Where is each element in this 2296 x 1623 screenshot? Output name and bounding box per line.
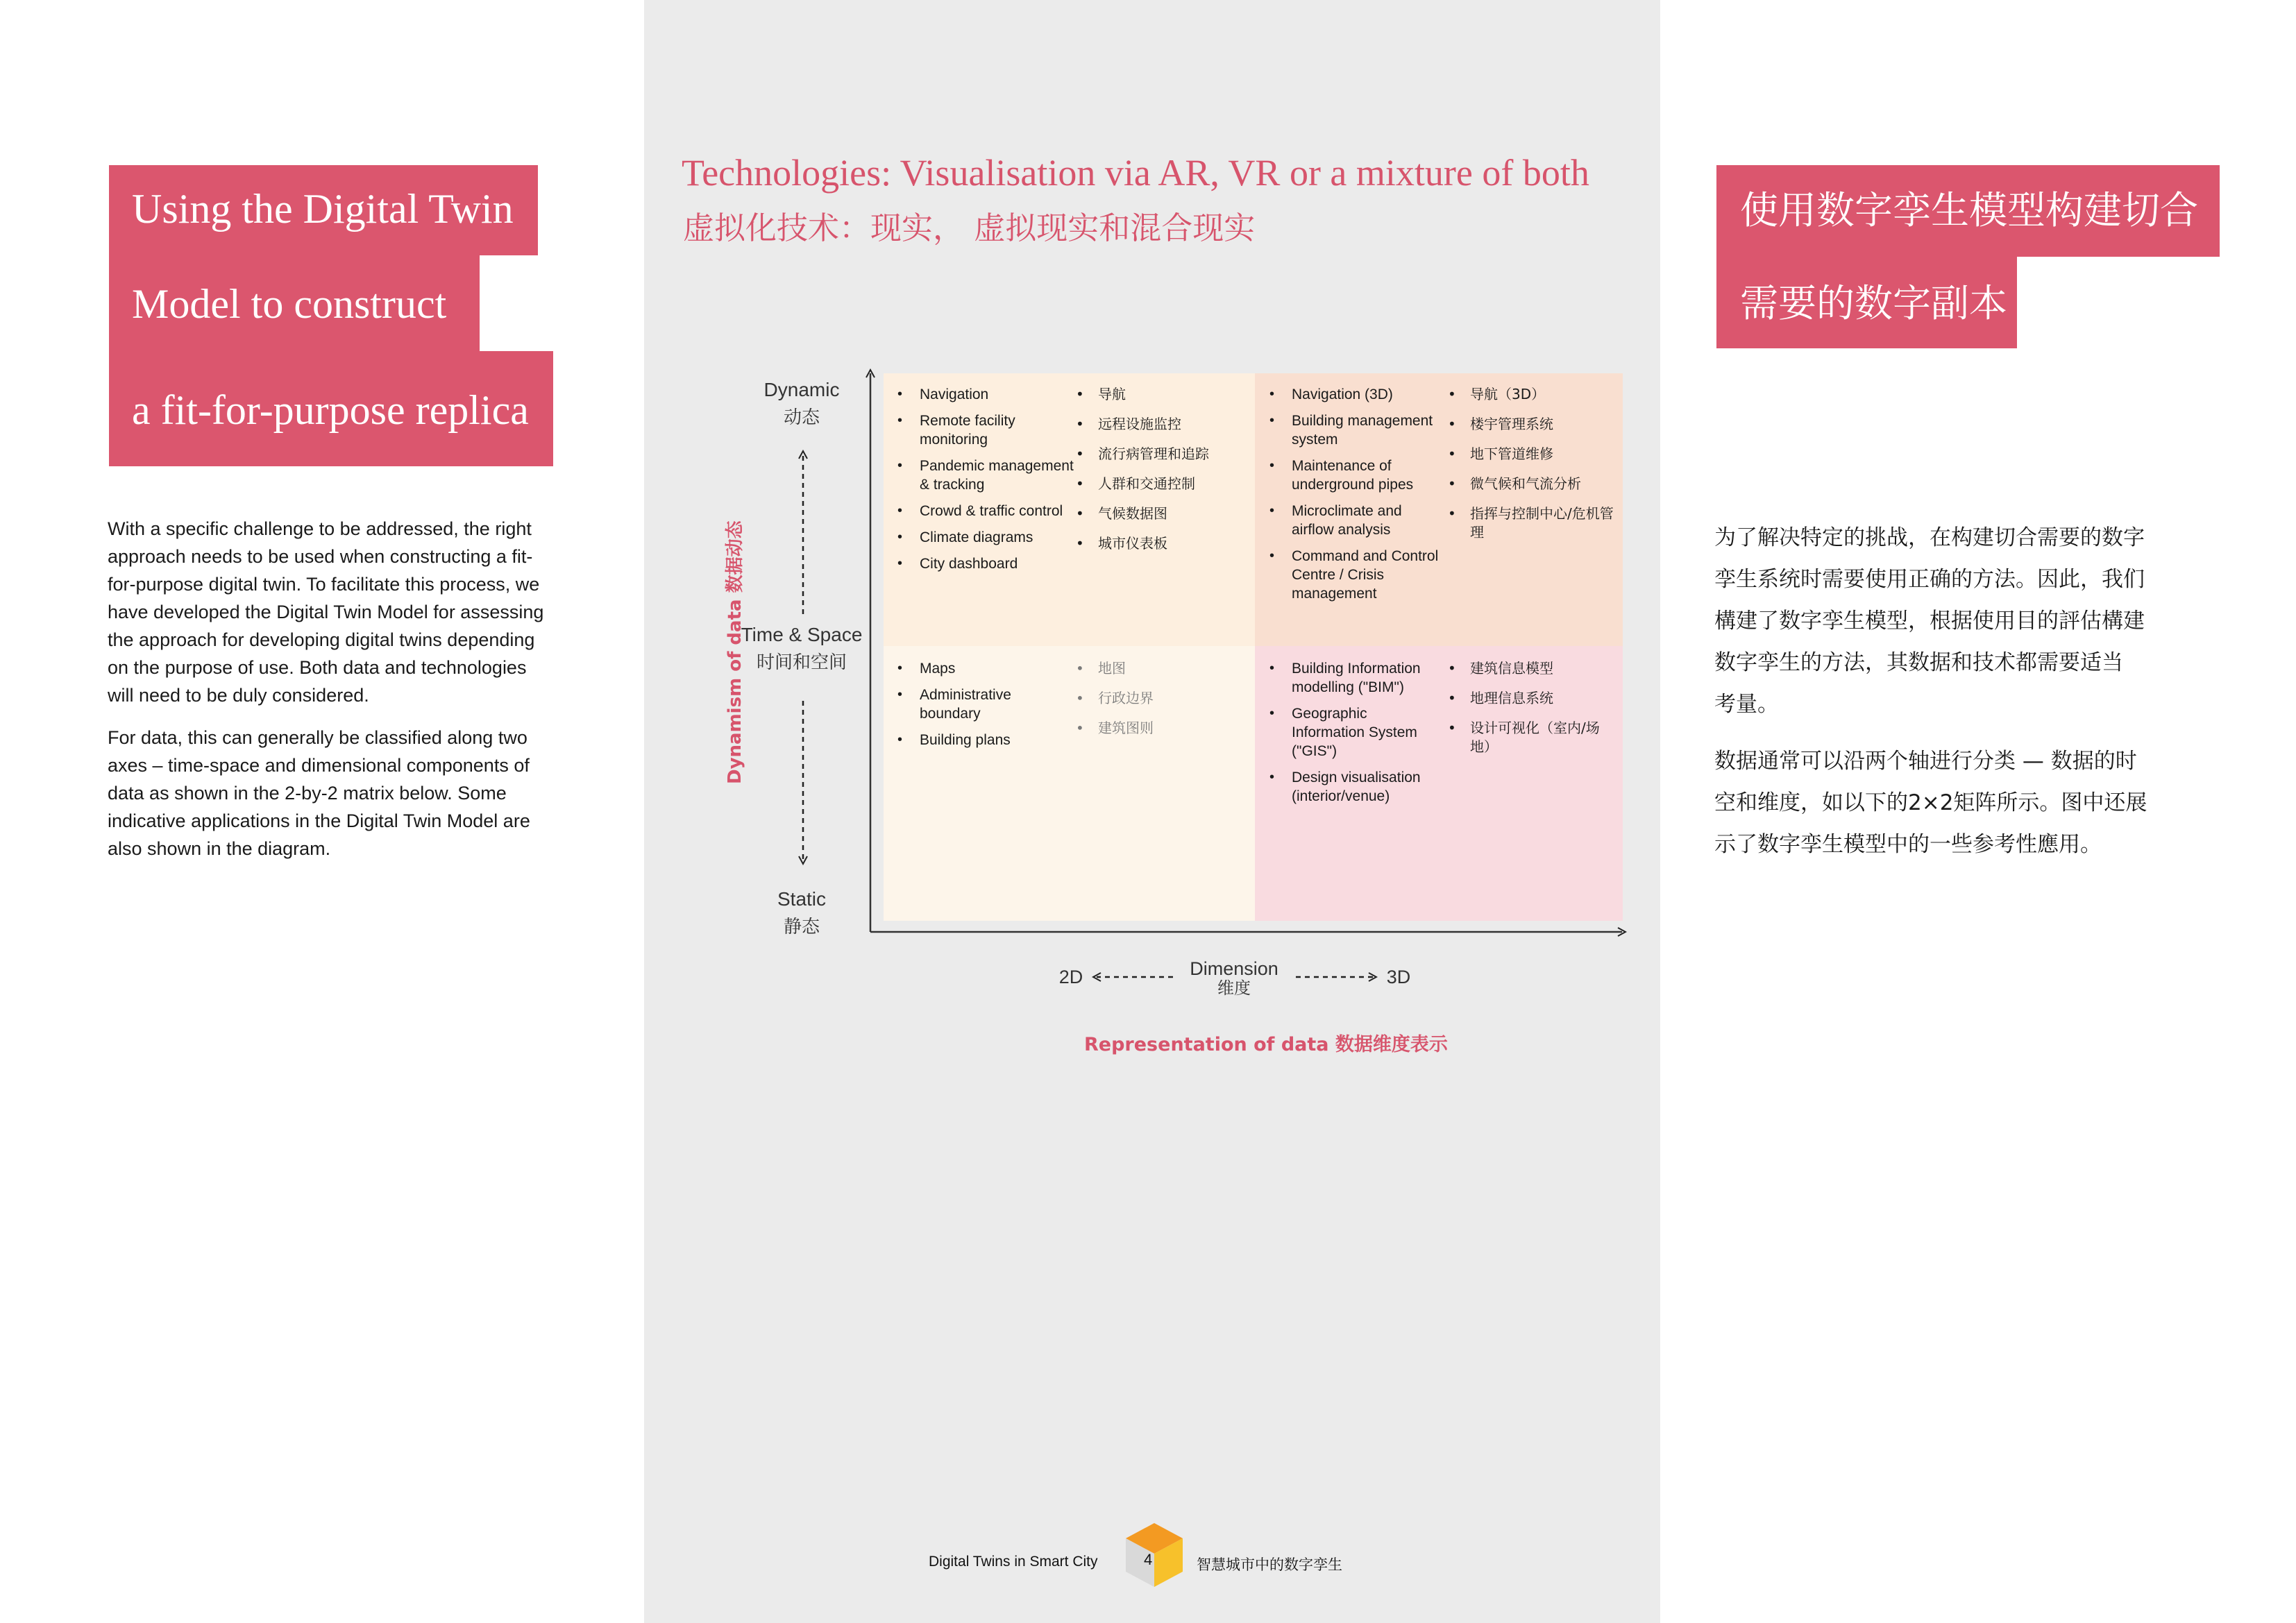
left-p1-line: With a specific challenge to be addressed, the right [108, 518, 532, 539]
list-item: • Design visualisation (interior/venue) [1269, 768, 1443, 806]
list-item: • 设计可视化（室内/场地） [1448, 719, 1614, 756]
right-p1-line: 为了解决特定的挑战，在构建切合需要的数字 [1714, 525, 2145, 550]
list-item: • Building management system [1269, 411, 1443, 449]
left-p1-line: the approach for developing digital twins depending [108, 629, 535, 650]
y-dynamic-en: Dynamic [763, 379, 840, 400]
left-p2-line: data as shown in the 2-by-2 matrix below. Some [108, 783, 507, 804]
list-item: • City dashboard [897, 554, 1085, 573]
x-dimension-cn: 维度 [1217, 978, 1251, 998]
list-item: • Pandemic management & tracking [897, 457, 1085, 494]
left-p2-line: indicative applications in the Digital Twin Model are [108, 810, 530, 831]
left-title-line-1: Using the Digital Twin [109, 165, 538, 255]
y-static-en: Static [777, 888, 827, 910]
list-item: • Crowd & traffic control [897, 502, 1085, 520]
left-p1-line: have developed the Digital Twin Model for assessing [108, 602, 544, 622]
list-item: • Climate diagrams [897, 528, 1085, 547]
right-p1-line: 考量。 [1714, 692, 1779, 717]
left-p1-line: approach needs to be used when constructing a fit- [108, 546, 533, 567]
center-heading-cn: 虚拟化技术：现实， 虚拟现实和混合现实 [683, 210, 1256, 246]
list-item: • 楼宇管理系统 [1448, 415, 1614, 434]
right-p2-line: 空和维度，如以下的2×2矩阵所示。图中还展 [1714, 790, 2147, 815]
list-item: • Navigation [897, 385, 1085, 404]
left-p1-line: on the purpose of use. Both data and technologies [108, 657, 527, 678]
y-static-cn: 静态 [783, 917, 820, 937]
right-title-line-2: 需要的数字副本 [1716, 257, 2017, 348]
page-number: 4 [1144, 1551, 1153, 1568]
list-item: • 地下管道维修 [1448, 445, 1614, 464]
x-dimension-en: Dimension [1190, 958, 1278, 979]
center-heading-en: Technologies: Visualisation via AR, VR or a mixture of both [682, 152, 1589, 194]
list-item: • Command and Control Centre / Crisis management [1269, 547, 1443, 603]
list-item: • 气候数据图 [1076, 504, 1249, 523]
list-item: • 行政边界 [1076, 689, 1242, 708]
list-item: • 建筑图则 [1076, 719, 1242, 738]
left-p2-line: axes – time-space and dimensional components of [108, 755, 530, 776]
footer-title-en: Digital Twins in Smart City [929, 1554, 1098, 1570]
list-item: • 流行病管理和追踪 [1076, 445, 1249, 464]
x-dimension-label [1179, 959, 1290, 998]
list-item: • Navigation (3D) [1269, 385, 1443, 404]
right-title-line-1: 使用数字孪生模型构建切合 [1716, 165, 2220, 257]
list-item: • 城市仪表板 [1076, 534, 1249, 553]
right-p1-line: 孪生系统时需要使用正确的方法。因此，我们 [1714, 567, 2145, 592]
list-item: • 地理信息系统 [1448, 689, 1614, 708]
footer-title-cn: 智慧城市中的数字孪生 [1197, 1556, 1342, 1573]
right-p2-line: 数据通常可以沿两个轴进行分类 — 数据的时 [1714, 749, 2137, 774]
y-static-label [746, 885, 857, 941]
list-item: • Geographic Information System ("GIS") [1269, 704, 1443, 760]
list-item: • 微气候和气流分析 [1448, 475, 1614, 493]
x-axis-title: Representation of data 数据维度表示 [1084, 1034, 1448, 1055]
right-p1-line: 数字孪生的方法，其数据和技术都需要适当 [1714, 650, 2123, 675]
y-axis-title: Dynamism of data 数据动态 [725, 520, 745, 784]
list-item: • Remote facility monitoring [897, 411, 1085, 449]
list-item: • Administrative boundary [897, 686, 1071, 723]
y-mid-en: Time & Space [741, 624, 863, 645]
x-2d-label: 2D [1058, 967, 1083, 987]
left-title-line-3: a fit-for-purpose replica [109, 351, 553, 466]
list-item: • 人群和交通控制 [1076, 475, 1249, 493]
list-item: • Building plans [897, 731, 1071, 749]
y-dynamic-cn: 动态 [783, 407, 820, 428]
list-item: • 指挥与控制中心/危机管理 [1448, 504, 1614, 542]
y-mid-cn: 时间和空间 [756, 652, 847, 673]
left-p1-line: will need to be duly considered. [108, 685, 369, 706]
left-p2-line: also shown in the diagram. [108, 838, 331, 859]
y-dynamic-label [746, 376, 857, 432]
left-p2-line: For data, this can generally be classified along two [108, 727, 527, 748]
right-p1-line: 構建了数字孪生模型，根据使用目的評估構建 [1714, 609, 2145, 634]
list-item: • 地图 [1076, 659, 1242, 678]
list-item: • 远程设施监控 [1076, 415, 1249, 434]
left-p1-line: for-purpose digital twin. To facilitate this process, we [108, 574, 540, 595]
y-mid-label [732, 621, 871, 677]
list-item: • Maintenance of underground pipes [1269, 457, 1443, 494]
right-p2-line: 示了数字孪生模型中的一些参考性應用。 [1714, 832, 2102, 857]
left-title-line-2: Model to construct [109, 255, 480, 351]
list-item: • Maps [897, 659, 1071, 678]
list-item: • Building Information modelling ("BIM") [1269, 659, 1443, 697]
list-item: • 建筑信息模型 [1448, 659, 1614, 678]
list-item: • 导航（3D） [1448, 385, 1614, 404]
right-paragraph-1 [1714, 517, 2200, 725]
x-3d-label: 3D [1386, 967, 1411, 987]
right-paragraph-2 [1714, 740, 2200, 865]
cube-logo-icon [1124, 1522, 1184, 1588]
list-item: • Microclimate and airflow analysis [1269, 502, 1443, 539]
list-item: • 导航 [1076, 385, 1249, 404]
